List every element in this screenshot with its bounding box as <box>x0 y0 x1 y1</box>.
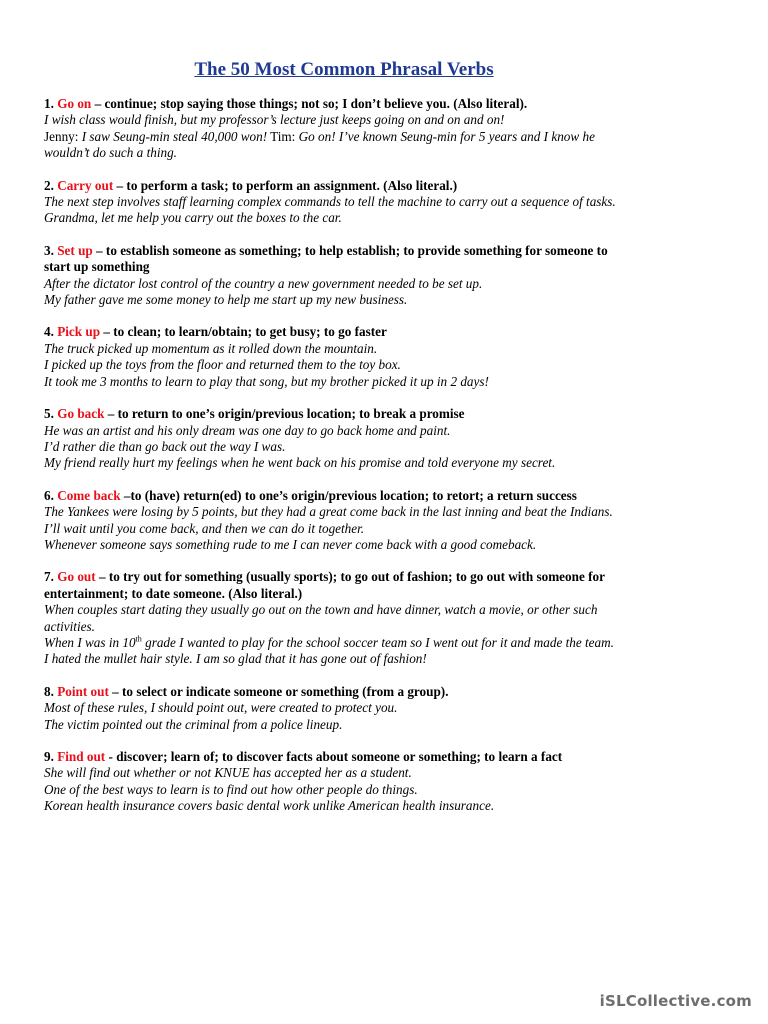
entry-heading <box>44 749 624 765</box>
phrasal-verb: Go back <box>57 406 105 422</box>
example-sentence: Whenever someone says something rude to me I can never come back with a good comeback. <box>44 536 537 552</box>
entry-definition: – to select or indicate someone or something (from a group). <box>108 683 449 699</box>
phrasal-verb: Find out <box>57 749 106 764</box>
entry-heading <box>44 684 624 700</box>
entry-definition: – to establish someone as something; to help establish; to provide something for someone to start up something <box>44 242 608 275</box>
entry-number: 2. <box>44 177 54 193</box>
document-page <box>44 58 624 831</box>
dialogue-line: I saw Seung-min steal 40,000 won! <box>81 128 268 144</box>
example-sentence: After the dictator lost control of the country a new government needed to be set up. <box>44 275 483 291</box>
example-sentence: The truck picked up momentum as it rolled down the mountain. <box>44 340 378 356</box>
entry-definition: – to return to one’s origin/previous location; to break a promise <box>104 406 465 422</box>
entry-8 <box>44 684 624 733</box>
example-sentence: Korean health insurance covers basic dental work unlike American health insurance. <box>44 798 495 814</box>
entry-heading <box>44 488 624 504</box>
entry-heading <box>44 569 624 602</box>
dialogue-speaker: Tim: <box>267 128 299 144</box>
entry-9 <box>44 749 624 815</box>
document-title: The 50 Most Common Phrasal Verbs <box>194 59 494 80</box>
entry-definition: – to try out for something (usually sports); to go out of fashion; to go out with someone for entertainment; to date someone. (Also literal.) <box>44 569 605 601</box>
phrasal-verb: Point out <box>57 683 109 699</box>
example-sentence: My father gave me some money to help me start up my new business. <box>44 292 408 308</box>
example-sentence: Grandma, let me help you carry out the boxes to the car. <box>44 210 342 226</box>
example-sentence: When couples start dating they usually go out on the town and have dinner, watch a movie, or other such activities. <box>44 602 598 634</box>
entry-number: 7. <box>44 569 54 585</box>
entry-heading <box>44 243 624 276</box>
example-sentence: The next step involves staff learning complex commands to tell the machine to carry out a sequence of tasks. <box>44 194 616 210</box>
entry-number: 5. <box>44 406 54 422</box>
example-sentence: One of the best ways to learn is to find out how other people do things. <box>44 781 418 797</box>
phrasal-verb: Carry out <box>57 177 114 193</box>
example-sentence: I’d rather die than go back out the way I was. <box>44 438 286 454</box>
example-sentence: I wish class would finish, but my professor’s lecture just keeps going on and on and on! <box>44 112 505 128</box>
entry-definition: – to clean; to learn/obtain; to get busy; to go faster <box>100 324 387 340</box>
example-sentence: My friend really hurt my feelings when he went back on his promise and told everyone my secret. <box>44 455 556 471</box>
example-sentence: He was an artist and his only dream was one day to go back home and paint. <box>44 422 451 438</box>
entry-6 <box>44 488 624 554</box>
entry-number: 6. <box>44 487 54 503</box>
entry-definition: - discover; learn of; to discover facts about someone or something; to learn a fact <box>105 749 563 764</box>
entry-number: 1. <box>44 96 54 111</box>
entry-definition: – to perform a task; to perform an assignment. (Also literal.) <box>113 177 458 193</box>
dialogue-speaker: Jenny: <box>44 128 82 144</box>
entry-1 <box>44 96 624 162</box>
example-sentence: The victim pointed out the criminal from a police lineup. <box>44 716 343 732</box>
example-sentence: It took me 3 months to learn to play that song, but my brother picked it up in 2 days! <box>44 373 489 389</box>
example-sentence: The Yankees were losing by 5 points, but they had a great come back in the last inning and beat the Indians. <box>44 504 613 520</box>
example-text: grade I wanted to play for the school soccer team so I went out for it and made the team. <box>141 634 614 650</box>
entry-4 <box>44 324 624 390</box>
entry-number: 3. <box>44 242 54 258</box>
phrasal-verb: Go out <box>57 569 96 585</box>
entry-3 <box>44 243 624 309</box>
dialogue-example <box>44 129 624 162</box>
entry-5 <box>44 406 624 472</box>
example-sentence: I picked up the toys from the floor and returned them to the toy box. <box>44 357 401 373</box>
ordinal-superscript: th <box>135 634 142 644</box>
entry-number: 9. <box>44 749 54 764</box>
example-sentence: I’ll wait until you come back, and then we can do it together. <box>44 520 365 536</box>
example-text: When I was in 10 <box>44 634 136 650</box>
phrasal-verb: Set up <box>57 242 93 258</box>
watermark-logo: iSLCollective.com <box>599 992 752 1010</box>
entry-heading <box>44 178 624 194</box>
entry-heading <box>44 96 624 112</box>
entry-number: 8. <box>44 683 54 699</box>
entry-heading <box>44 324 624 340</box>
entry-7 <box>44 569 624 667</box>
example-sentence: Most of these rules, I should point out, were created to protect you. <box>44 700 398 716</box>
phrasal-verb: Come back <box>57 487 121 503</box>
example-sentence <box>44 635 624 651</box>
entry-definition: – continue; stop saying those things; not so; I don’t believe you. (Also literal). <box>91 96 528 111</box>
entry-definition: –to (have) return(ed) to one’s origin/previous location; to retort; a return success <box>120 487 577 503</box>
example-sentence: She will find out whether or not KNUE has accepted her as a student. <box>44 765 412 781</box>
dialogue-line: Go on! I’ve known Seung-min for 5 years and I know he wouldn’t do such a thing. <box>44 128 595 161</box>
entry-heading <box>44 406 624 422</box>
entry-2 <box>44 178 624 227</box>
phrasal-verb: Go on <box>57 96 92 111</box>
phrasal-verb: Pick up <box>57 324 101 340</box>
entry-number: 4. <box>44 324 54 340</box>
example-sentence: I hated the mullet hair style. I am so glad that it has gone out of fashion! <box>44 651 427 667</box>
